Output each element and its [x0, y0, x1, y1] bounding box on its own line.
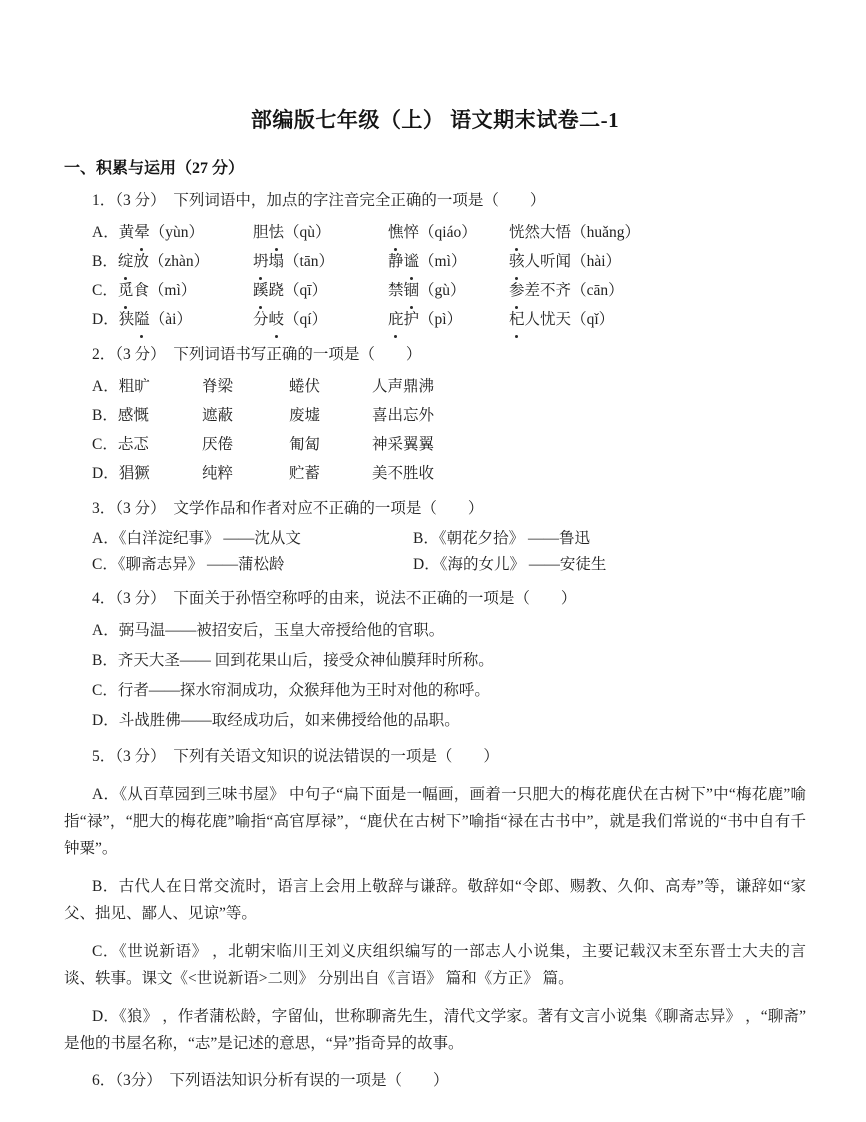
option-cell: [92, 218, 253, 247]
option-cell: [92, 526, 413, 552]
option-word: 静谧（mì）: [388, 253, 466, 270]
option-row: [64, 305, 806, 334]
option-label: B．: [92, 253, 118, 270]
option-word: 废墟: [289, 407, 321, 424]
option-word: 蜷伏: [289, 378, 321, 395]
option-row: [64, 526, 806, 552]
option-word: 绽放（zhàn）: [118, 253, 209, 270]
option-cell: [388, 218, 509, 247]
option-cell: [92, 552, 413, 578]
option-word: 庇护（pì）: [388, 311, 462, 328]
option-row: [64, 646, 806, 676]
page-title: 部编版七年级（上） 语文期末试卷二-1: [250, 108, 620, 132]
dotted-char: 杞: [509, 305, 525, 334]
option-cell: [509, 247, 806, 276]
option-cell: [509, 218, 806, 247]
option-word: 黄晕（yùn）: [119, 224, 204, 241]
option-label: C．: [92, 436, 118, 453]
dotted-char: 觅: [118, 276, 134, 305]
option-cell: [202, 430, 289, 459]
option-row: [64, 616, 806, 646]
option-label: B．: [92, 878, 119, 895]
option-word: 蹊跷（qī）: [253, 282, 327, 299]
option-cell: [253, 305, 388, 334]
option-row: [64, 552, 806, 578]
option-row: [64, 247, 806, 276]
option-text: 齐天大圣—— 回到花果山后，接受众神仙膜拜时所称。: [117, 652, 494, 669]
question-2: [64, 342, 806, 488]
option-label: B．: [92, 407, 118, 424]
question-1: [64, 188, 806, 334]
option-cell: [372, 372, 806, 401]
option-word: 杞人忧天（qǐ）: [509, 311, 614, 328]
option-word: 遮蔽: [202, 407, 234, 424]
dotted-char: 锢: [404, 276, 420, 305]
option-cell: [388, 247, 509, 276]
option-word: 骇人听闻（hài）: [509, 253, 621, 270]
option-word: 憔悴（qiáo）: [388, 224, 477, 241]
question-stem: 3．（3 分） 文学作品和作者对应不正确的一项是（ ）: [92, 500, 484, 517]
option-label: D．: [92, 465, 119, 482]
dotted-char: 参: [509, 276, 525, 305]
option-word: 人声鼎沸: [372, 378, 435, 395]
option-cell: [388, 305, 509, 334]
option-cell: [92, 459, 202, 488]
option-word: 胆怯（qù）: [253, 224, 331, 241]
option-label: C．: [92, 282, 118, 299]
option-cell: [388, 276, 509, 305]
option-text: 《朝花夕拾》 ——鲁迅: [438, 530, 590, 547]
question-5: [64, 744, 806, 1057]
dotted-char: 晕: [134, 218, 150, 247]
dotted-char: 庇: [388, 305, 404, 334]
option-word: 喜出忘外: [372, 407, 435, 424]
option-word: 匍匐: [289, 436, 321, 453]
option-cell: [509, 305, 806, 334]
question-stem: 4．（3 分） 下面关于孙悟空称呼的由来，说法不正确的一项是（ ）: [92, 590, 577, 607]
option-word: 参差不齐（cān）: [509, 282, 624, 299]
option-row: [64, 401, 806, 430]
dotted-char: 骇: [509, 247, 525, 276]
option-label: A．: [92, 224, 119, 241]
option-cell: [372, 459, 806, 488]
option-label: A．: [92, 530, 119, 547]
option-text: 古代人在日常交流时，语言上会用上敬辞与谦辞。敬辞如“令郎、赐教、久仰、高寿”等，谦辞如“家父、拙见、鄙人、见谅”等。: [64, 878, 806, 922]
option-cell: [92, 430, 202, 459]
question-6: [64, 1068, 806, 1094]
dotted-char: 蹊: [253, 276, 269, 305]
dotted-char: 怯: [269, 218, 285, 247]
option-row: [64, 276, 806, 305]
option-word: 美不胜收: [372, 465, 435, 482]
option-paragraph: [64, 1003, 806, 1057]
option-cell: [202, 401, 289, 430]
question-stem: 1．（3 分） 下列词语中，加点的字注音完全正确的一项是（ ）: [92, 192, 546, 209]
option-word: 分岐（qí）: [253, 311, 327, 328]
option-word: 感慨: [117, 407, 149, 424]
option-label: D．: [92, 311, 119, 328]
question-stem: 2．（3 分） 下列词语书写正确的一项是（ ）: [92, 346, 422, 363]
option-label: D．: [92, 1008, 119, 1025]
dotted-char: 坍: [253, 247, 269, 276]
option-paragraph: [64, 873, 806, 927]
option-text: 斗战胜佛——取经成功后，如来佛授给他的品职。: [118, 712, 460, 729]
option-row: [64, 706, 806, 736]
option-cell: [202, 459, 289, 488]
option-word: 贮蓄: [289, 465, 321, 482]
option-paragraph: [64, 938, 806, 992]
question-stem: 6．（3分） 下列语法知识分析有误的一项是（ ）: [92, 1072, 449, 1089]
option-text: 弼马温——被招安后，玉皇大帝授给他的官职。: [118, 622, 445, 639]
question-4: [64, 586, 806, 736]
option-cell: [372, 430, 806, 459]
option-label: B．: [413, 530, 439, 547]
dotted-char: 恍: [509, 218, 525, 247]
option-label: C．: [92, 556, 118, 573]
question-stem: 5．（3 分） 下列有关语文知识的说法错误的一项是（ ）: [92, 748, 499, 765]
option-text: 《聊斋志异》 ——蒲松龄: [117, 556, 285, 573]
option-label: B．: [92, 652, 118, 669]
option-text: 《白洋淀纪事》 ——沈从文: [118, 530, 301, 547]
option-cell: [372, 401, 806, 430]
section-heading: 一、积累与运用（27 分）: [64, 160, 245, 177]
option-label: D．: [92, 712, 119, 729]
option-word: 厌倦: [202, 436, 234, 453]
option-label: A．: [92, 378, 119, 395]
option-row: [64, 372, 806, 401]
option-word: 脊梁: [202, 378, 234, 395]
dotted-char: 隘: [134, 305, 150, 334]
option-cell: [92, 372, 202, 401]
option-word: 恍然大悟（huǎng）: [509, 224, 640, 241]
option-cell: [202, 372, 289, 401]
option-cell: [289, 430, 372, 459]
option-word: 忐忑: [117, 436, 149, 453]
option-label: C．: [92, 943, 119, 960]
option-row: [64, 676, 806, 706]
option-word: 禁锢（gù）: [388, 282, 466, 299]
option-paragraph: [64, 781, 806, 862]
option-word: 神采翼翼: [372, 436, 435, 453]
option-cell: [289, 372, 372, 401]
option-cell: [253, 218, 388, 247]
option-word: 粗旷: [118, 378, 150, 395]
option-cell: [92, 401, 202, 430]
option-text: 《海的女儿》 ——安徒生: [439, 556, 607, 573]
option-cell: [92, 305, 253, 334]
option-row: [64, 218, 806, 247]
option-row: [64, 430, 806, 459]
option-label: A．: [92, 622, 119, 639]
option-word: 狭隘（ài）: [119, 311, 192, 328]
question-list: [64, 188, 806, 1094]
option-cell: [413, 526, 806, 552]
option-row: [64, 459, 806, 488]
option-word: 觅食（mì）: [118, 282, 196, 299]
option-text: 《世说新语》 ，北朝宋临川王刘义庆组织编写的一部志人小说集，主要记载汉末至东晋士大夫的言谈、轶事。课文《<世说新语>二则》 分别出自《言语》 篇和《方正》 篇。: [64, 943, 806, 987]
option-text: 《狼》 ，作者蒲松龄，字留仙，世称聊斋先生，清代文学家。著有文言小说集《聊斋志异》 ，“聊斋”是他的书屋名称，“志”是记述的意思，“异”指奇异的故事。: [64, 1008, 807, 1052]
dotted-char: 岐: [269, 305, 285, 334]
option-text: 行者——探水帘洞成功，众猴拜他为王时对他的称呼。: [117, 682, 490, 699]
option-text: 《从百草园到三味书屋》 中句子“扁下面是一幅画，画着一只肥大的梅花鹿伏在古树下”中“梅花鹿”喻指“禄”，“肥大的梅花鹿”喻指“高官厚禄”，“鹿伏在古树下”喻指“禄在古书中”，就是我们常说的“书中自有千钟粟”。: [64, 786, 806, 857]
option-word: 坍塌（tān）: [253, 253, 334, 270]
option-label: A．: [92, 786, 120, 803]
dotted-char: 谧: [404, 247, 420, 276]
option-cell: [413, 552, 806, 578]
option-cell: [509, 276, 806, 305]
question-3: [64, 496, 806, 578]
option-label: D．: [413, 556, 440, 573]
option-cell: [289, 459, 372, 488]
dotted-char: 绽: [118, 247, 134, 276]
dotted-char: 憔: [388, 218, 404, 247]
option-cell: [289, 401, 372, 430]
option-cell: [253, 247, 388, 276]
option-cell: [253, 276, 388, 305]
option-label: C．: [92, 682, 118, 699]
option-cell: [92, 276, 253, 305]
option-word: 猖獗: [118, 465, 150, 482]
option-word: 纯粹: [202, 465, 234, 482]
option-cell: [92, 247, 253, 276]
